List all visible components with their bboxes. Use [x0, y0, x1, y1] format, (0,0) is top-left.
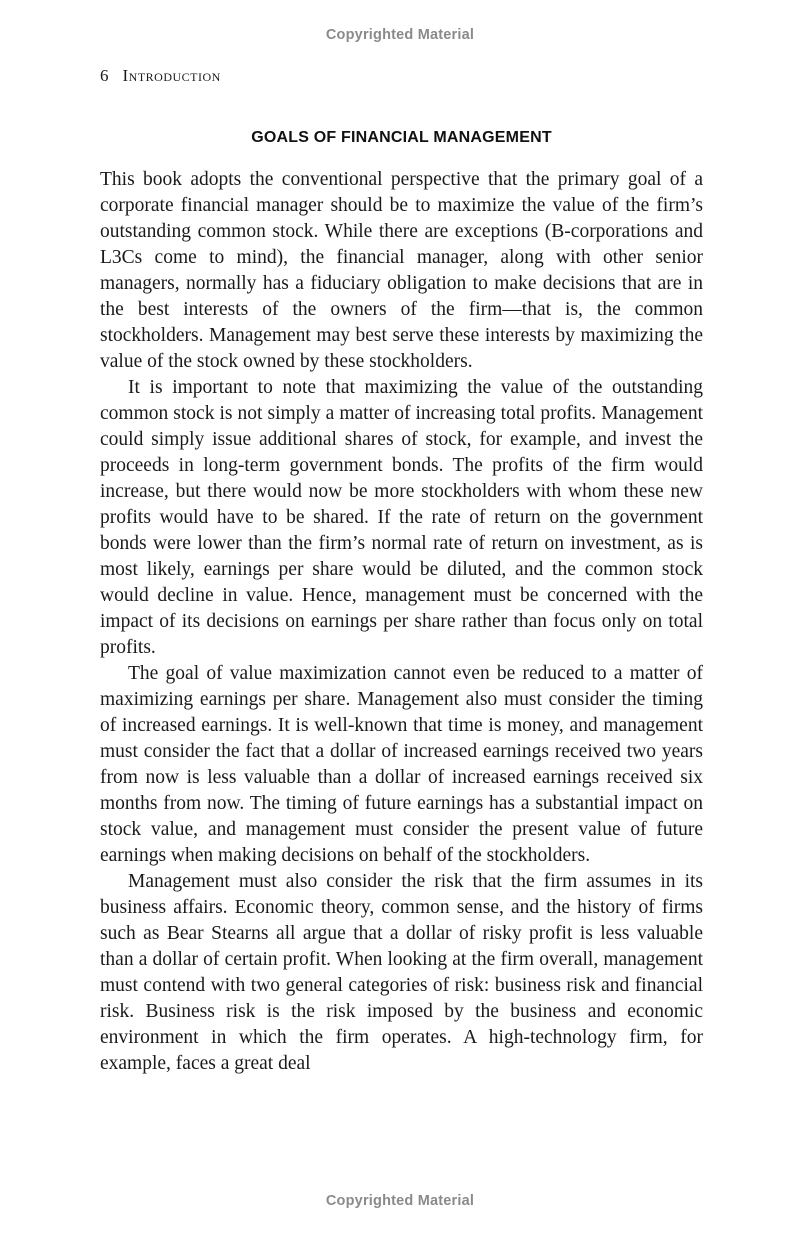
section-heading: GOALS OF FINANCIAL MANAGEMENT: [251, 129, 552, 146]
paragraph: This book adopts the conventional perspective that the primary goal of a corporate financial manager should be to maximize the value of the firm’s outstanding common stock. While there are exceptions (B-corporations and L3Cs come to mind), the financial manager, along with other senior managers, normally has a fiduciary obligation to make decisions that are in the best interests of the owners of the firm—that is, the common stockholders. Management may best serve these interests by maximizing the value of the stock owned by these stockholders.: [100, 169, 703, 372]
copyright-watermark-top: Copyrighted Material: [325, 27, 475, 43]
body-text: [100, 167, 703, 1077]
paragraph: It is important to note that maximizing the value of the outstanding common stock is not simply a matter of increasing total profits. Management could simply issue additional shares of stock, for example, and invest the proceeds in long-term government bonds. The profits of the firm would increase, but there would now be more stockholders with whom these new profits would have to be shared. If the rate of return on the government bonds were lower than the firm’s normal rate of return on investment, as is most likely, earnings per share would be diluted, and the common stock would decline in value. Hence, management must be concerned with the impact of its decisions on earnings per share rather than focus only on total profits.: [100, 377, 703, 658]
copyright-watermark-bottom: Copyrighted Material: [325, 1193, 475, 1209]
running-head-section: Introduction: [122, 66, 221, 85]
paragraph: Management must also consider the risk that the firm assumes in its business affairs. Economic theory, common sense, and the history of firms such as Bear Stearns all argue that a dollar of risky profit is less valuable than a dollar of certain profit. When looking at the firm overall, management must contend with two general categories of risk: business risk and financial risk. Business risk is the risk imposed by the business and economic environment in which the firm operates. A high-technology firm, for example, faces a great deal: [100, 871, 703, 1074]
paragraph: The goal of value maximization cannot even be reduced to a matter of maximizing earnings per share. Management also must consider the timing of increased earnings. It is well-known that time is money, and management must consider the fact that a dollar of increased earnings received two years from now is less valuable than a dollar of increased earnings received six months from now. The timing of future earnings has a substantial impact on stock value, and management must consider the present value of future earnings when making decisions on behalf of the stockholders.: [100, 663, 703, 866]
page-number: 6: [100, 66, 109, 85]
running-head: [100, 66, 221, 86]
